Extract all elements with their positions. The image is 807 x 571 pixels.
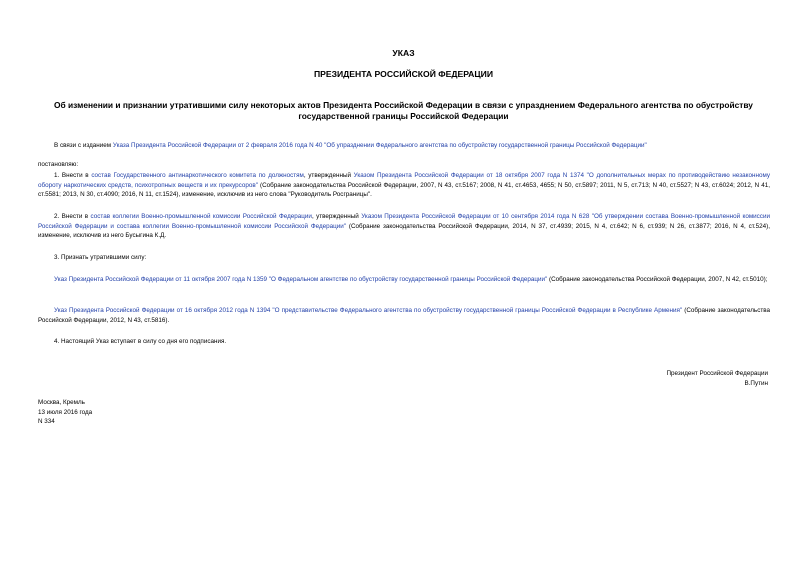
signing-date: 13 июля 2016 года (38, 408, 93, 416)
item-1-decree-link[interactable]: Указом Президента Российской Федерации от 18 октября 2007 года N 1374 "О дополнительных мерах по противодействию незаконному обороту наркотических средств, психотропных веществ и их прекурсоров" (38, 172, 770, 189)
signature-block (666, 369, 768, 388)
item-2-paragraph (38, 212, 770, 241)
item-3b-suffix: (Собрание законодательства Российской Федерации, 2012, N 43, ст.5816). (38, 307, 771, 324)
signatory-title: Президент Российской Федерации (666, 370, 768, 377)
item-1-prefix: 1. Внести в (54, 172, 92, 179)
footer-block (38, 398, 92, 427)
item-3-paragraph: 3. Признать утратившими силу: (54, 254, 147, 261)
signing-place: Москва, Кремль (38, 399, 85, 406)
item-1-composition-link[interactable]: состав Государственного антинаркотического комитета по должностям (91, 172, 304, 179)
document-heading: Об изменении и признании утратившими силу некоторых актов Президента Российской Федерации в связи с упразднением Федерального агентства по обустройству государственной границы Российской Федерации (54, 100, 753, 121)
item-1-suffix: (Собрание законодательства Российской Федерации, 2007, N 43, ст.5167; 2008, N 41, ст.4653, 4655; N 50, ст.5897; 2011, N 5, ст.713; N 40, ст.5527; N 43, ст.6024; 2012, N 41, ст.5581; 2013, N 30, ст.4090; 2016, N 11, ст.1524), изменение, исключив из него слова "Руководитель Росграницы". (38, 181, 770, 199)
item-3a-suffix: (Собрание законодательства Российской Федерации, 2007, N 42, ст.5010); (547, 276, 768, 283)
item-2-composition-link[interactable]: состав коллегии Военно-промышленной комиссии Российской Федерации (90, 213, 312, 220)
item-3b-decree-link[interactable]: Указ Президента Российской Федерации от 16 октября 2012 года N 1394 "О представительстве Федерального агентства по обустройству государственной границы Российской Федерации в Республике Армения" (54, 307, 683, 314)
signatory-name: В.Путин (744, 379, 768, 387)
item-4-paragraph: 4. Настоящий Указ вступает в силу со дня его подписания. (54, 338, 227, 345)
decree-number: N 334 (38, 418, 55, 426)
item-2-decree-link[interactable]: Указом Президента Российской Федерации от 10 сентября 2014 года N 628 "Об утверждении состава Военно-промышленной комиссии Российской Федерации и состава коллегии Военно-промышленной комиссии Российской Федерации" (38, 213, 770, 230)
item-2-suffix: (Собрание законодательства Российской Федерации, 2014, N 37, ст.4939; 2015, N 4, ст.642; N 6, ст.939; N 26, ст.3877; 2016, N 4, ст.524), изменение, исключив из него Бусыгина К.Д. (38, 222, 770, 240)
item-2-mid: , утвержденный (311, 213, 362, 220)
issuer-title: ПРЕЗИДЕНТА РОССИЙСКОЙ ФЕДЕРАЦИИ (313, 69, 494, 79)
item-2-prefix: 2. Внести в (54, 213, 91, 220)
intro-prefix: В связи с изданием (54, 142, 113, 149)
item-3a-paragraph (38, 275, 770, 285)
item-3b-paragraph (38, 306, 770, 325)
resolve-text: постановляю: (38, 161, 79, 168)
intro-decree-link[interactable]: Указа Президента Российской Федерации от 2 февраля 2016 года N 40 "Об упразднении Федерального агентства по обустройству государственной границы Российской Федерации" (112, 142, 647, 149)
intro-paragraph (38, 141, 770, 151)
item-1-mid: , утвержденный (303, 172, 354, 179)
item-1-paragraph (38, 171, 770, 200)
doc-type-title: УКАЗ (392, 48, 415, 58)
item-3a-decree-link[interactable]: Указ Президента Российской Федерации от 11 октября 2007 года N 1359 "О Федеральном агентстве по обустройству государственной границы Российской Федерации" (54, 276, 548, 283)
